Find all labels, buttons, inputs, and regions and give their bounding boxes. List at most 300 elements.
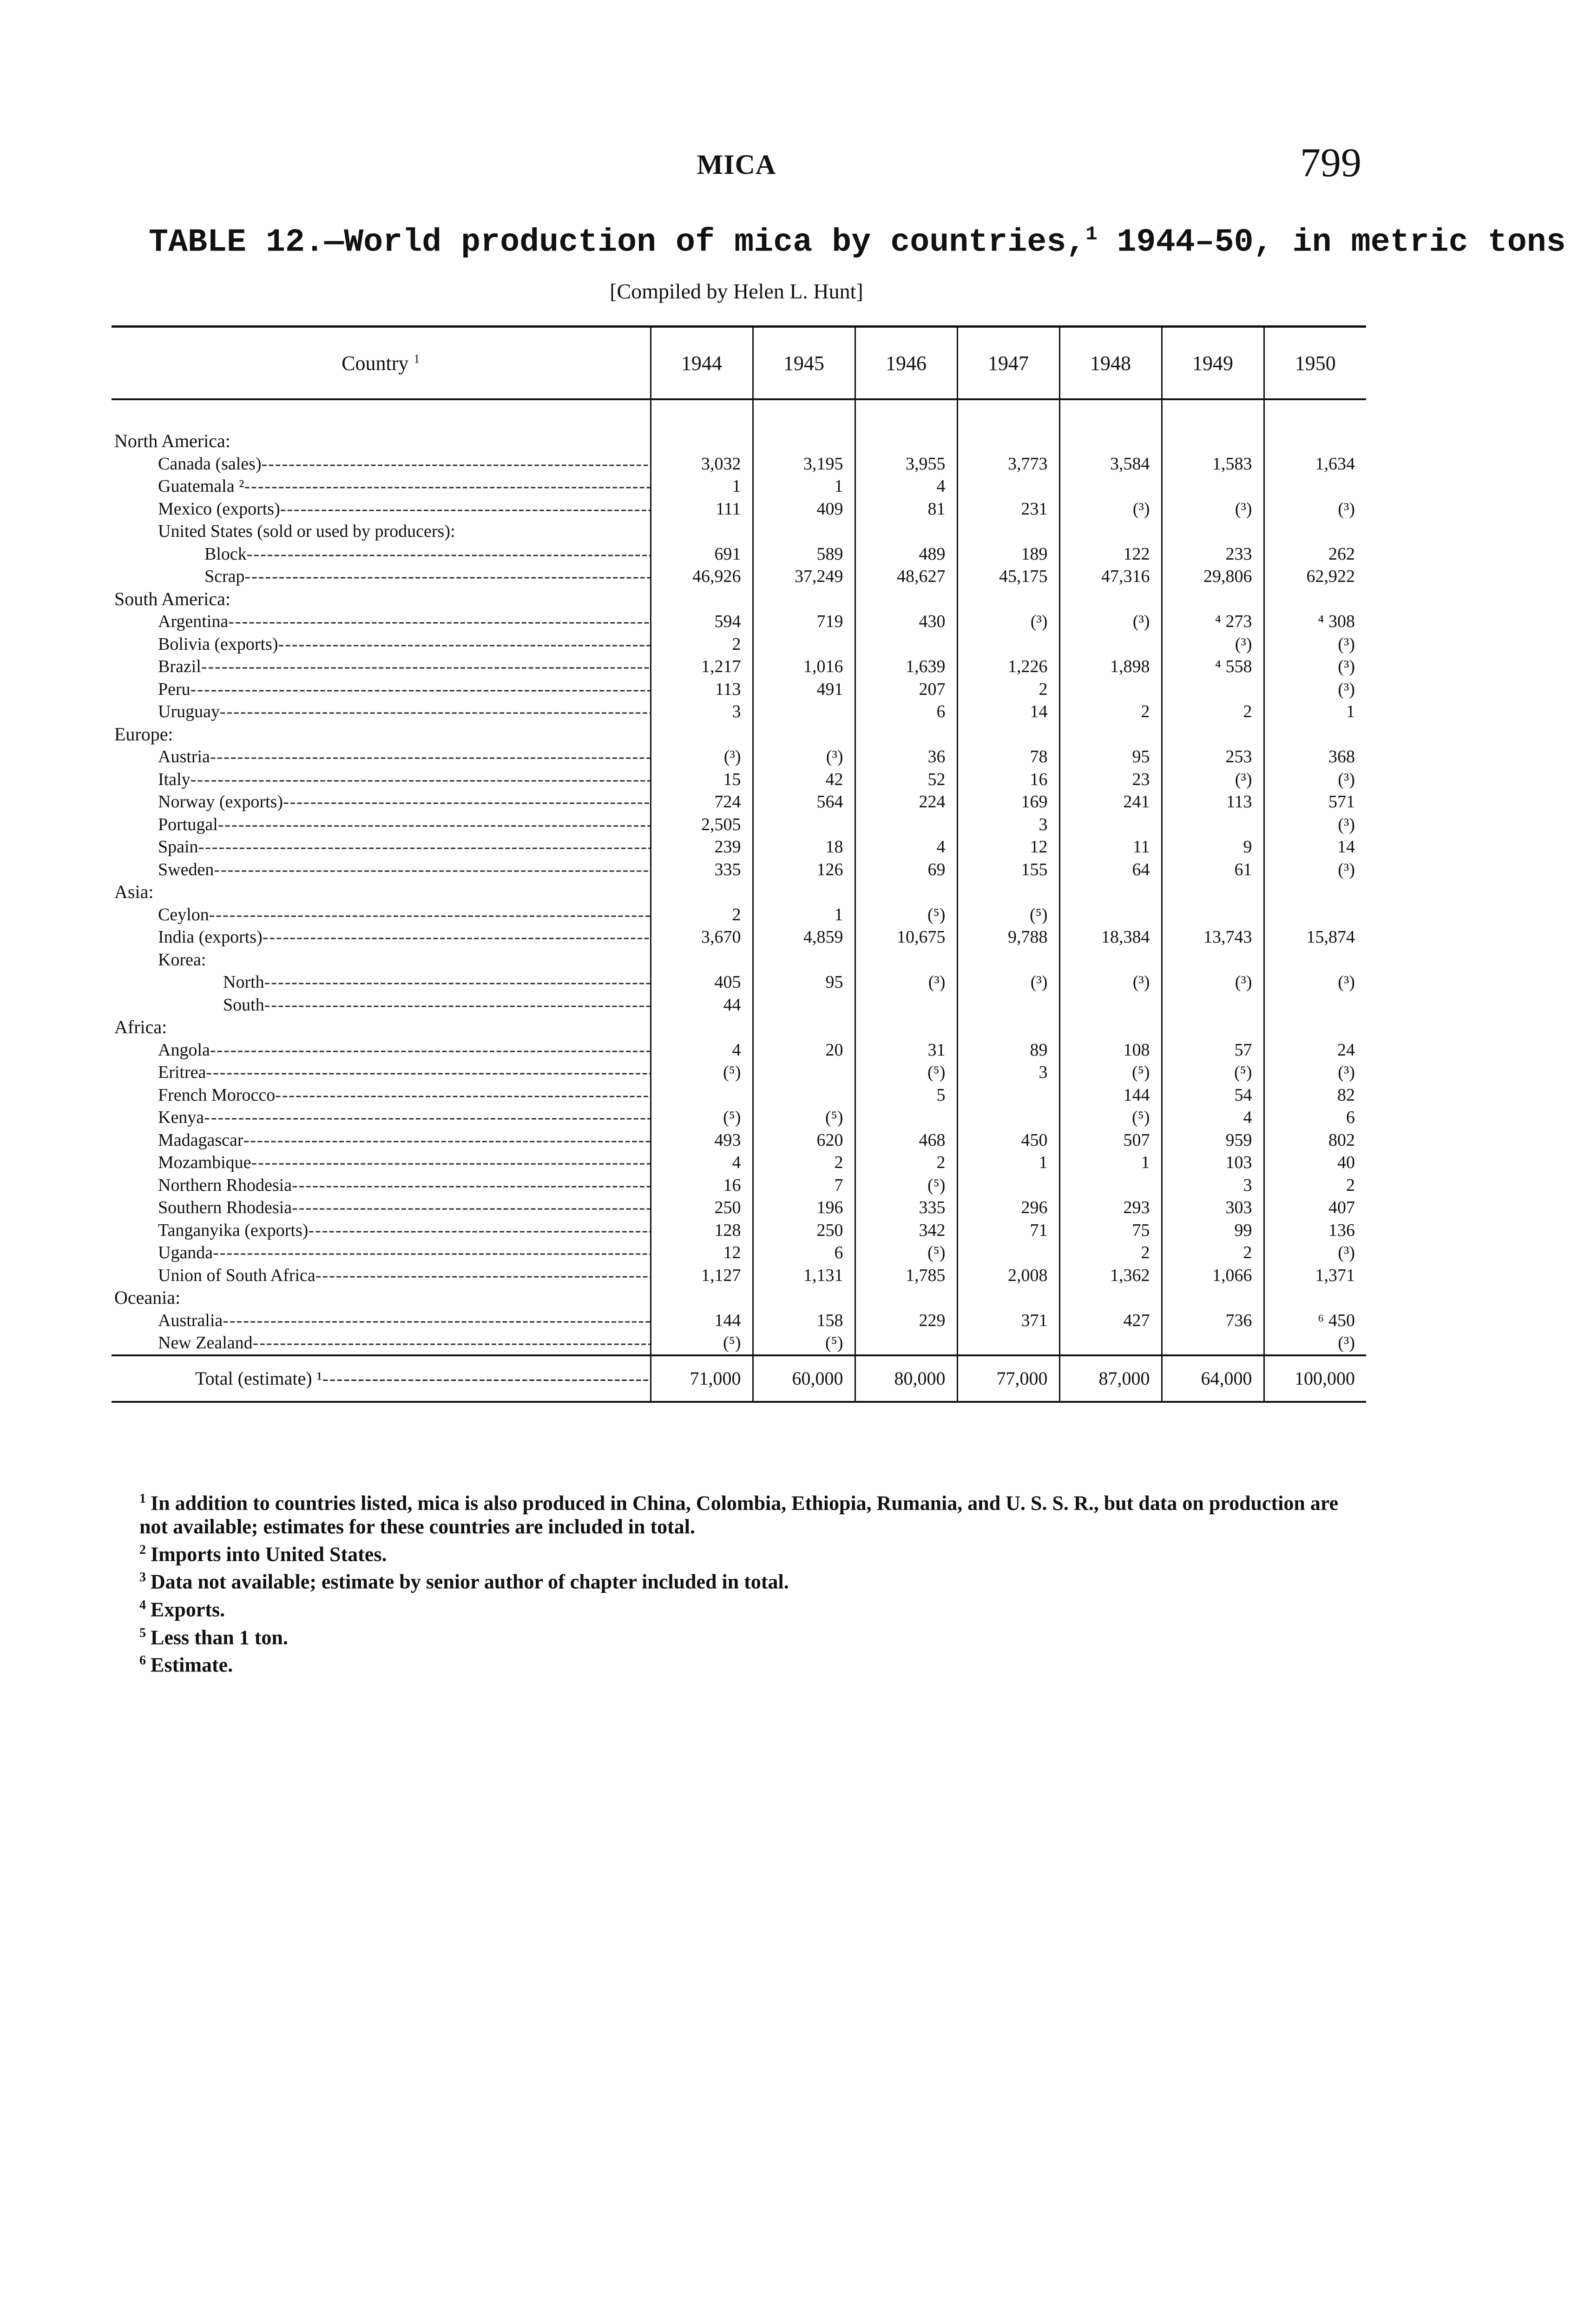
footnote xyxy=(112,1594,1366,1622)
value-cell: 2 xyxy=(957,678,1059,701)
footnote xyxy=(112,1566,1366,1594)
value-cell: 296 xyxy=(957,1196,1059,1219)
value-cell: 1 xyxy=(753,904,855,926)
value-cell: 2 xyxy=(651,633,753,656)
country-label: Mozambique xyxy=(158,1153,251,1173)
table-row xyxy=(112,1129,1366,1152)
footnote-text: Estimate. xyxy=(151,1653,233,1677)
table-title-footnote: 1 xyxy=(1085,223,1098,245)
value-cell: (³) xyxy=(1264,1061,1366,1084)
value-cell: (⁵) xyxy=(1059,1061,1162,1084)
value-cell: 128 xyxy=(651,1219,753,1242)
total-value-cell: 77,000 xyxy=(957,1355,1059,1402)
table-title-suffix: 1944–50, in metric tons xyxy=(1097,224,1566,261)
value-cell: 1,898 xyxy=(1059,655,1162,678)
country-label: Block xyxy=(204,544,247,564)
value-cell xyxy=(1059,475,1162,498)
region-row xyxy=(112,723,1366,746)
value-cell xyxy=(957,1241,1059,1264)
table-row xyxy=(112,475,1366,498)
value-cell xyxy=(1264,1287,1366,1309)
value-cell: 564 xyxy=(753,791,855,813)
leader-dots xyxy=(308,1221,651,1240)
value-cell: 31 xyxy=(855,1039,957,1062)
leader-dots xyxy=(204,1108,651,1127)
leader-dots xyxy=(292,1198,651,1217)
country-label: Argentina xyxy=(158,612,229,632)
value-cell xyxy=(753,723,855,746)
value-cell: 1 xyxy=(651,475,753,498)
country-label: Europe: xyxy=(114,723,173,745)
country-label: Africa: xyxy=(114,1017,167,1038)
country-cell xyxy=(112,994,651,1017)
value-cell xyxy=(651,949,753,971)
leader-dots xyxy=(218,815,651,834)
leader-dots xyxy=(243,1130,651,1150)
country-cell xyxy=(112,746,651,768)
value-cell: 1 xyxy=(1264,700,1366,723)
header-year: 1947 xyxy=(957,327,1059,400)
value-cell: 122 xyxy=(1059,543,1162,566)
value-cell: 24 xyxy=(1264,1039,1366,1062)
value-cell: (³) xyxy=(1059,610,1162,633)
table-row xyxy=(112,1219,1366,1242)
value-cell xyxy=(753,1016,855,1039)
country-label: Angola xyxy=(158,1040,210,1060)
footnote xyxy=(112,1487,1366,1538)
value-cell: 89 xyxy=(957,1039,1059,1062)
page-number: 799 xyxy=(1300,140,1361,185)
value-cell: 2 xyxy=(1059,1241,1162,1264)
value-cell: 103 xyxy=(1162,1151,1264,1174)
value-cell: ⁴ 308 xyxy=(1264,610,1366,633)
leader-dots xyxy=(262,454,651,474)
country-cell xyxy=(112,565,651,588)
value-cell: (⁵) xyxy=(855,1241,957,1264)
footnote-mark: 1 xyxy=(139,1492,146,1506)
value-cell: 493 xyxy=(651,1129,753,1152)
country-cell xyxy=(112,700,651,723)
value-cell: 9,788 xyxy=(957,926,1059,949)
value-cell: 16 xyxy=(651,1174,753,1197)
value-cell: 4 xyxy=(651,1151,753,1174)
value-cell: 1 xyxy=(957,1151,1059,1174)
country-label: Asia: xyxy=(114,881,154,903)
footnotes xyxy=(112,1487,1366,1677)
table-title xyxy=(149,223,1566,261)
country-cell xyxy=(112,1309,651,1332)
value-cell: 802 xyxy=(1264,1129,1366,1152)
value-cell: 1,226 xyxy=(957,655,1059,678)
value-cell: 36 xyxy=(855,746,957,768)
value-cell xyxy=(651,588,753,611)
leader-dots xyxy=(292,1175,651,1195)
country-label: Australia xyxy=(158,1310,223,1330)
value-cell: 95 xyxy=(753,971,855,994)
country-cell xyxy=(112,1196,651,1219)
table-row xyxy=(112,1174,1366,1197)
value-cell: (³) xyxy=(1059,498,1162,521)
value-cell: 9 xyxy=(1162,836,1264,858)
leader-dots xyxy=(247,544,651,564)
country-label: India (exports) xyxy=(158,927,263,947)
value-cell: 5 xyxy=(855,1084,957,1107)
value-cell: 7 xyxy=(753,1174,855,1197)
country-label: Uganda xyxy=(158,1243,213,1263)
country-cell xyxy=(112,791,651,813)
value-cell: 6 xyxy=(1264,1106,1366,1129)
country-cell xyxy=(112,655,651,678)
country-cell xyxy=(112,633,651,656)
value-cell: 3,670 xyxy=(651,926,753,949)
running-title: MICA xyxy=(697,149,776,180)
value-cell: 82 xyxy=(1264,1084,1366,1107)
value-cell xyxy=(957,588,1059,611)
value-cell xyxy=(855,430,957,453)
total-value-cell: 100,000 xyxy=(1264,1355,1366,1402)
value-cell: 1,016 xyxy=(753,655,855,678)
value-cell: 2 xyxy=(1264,1174,1366,1197)
leader-dots xyxy=(264,995,651,1015)
value-cell: (⁵) xyxy=(753,1106,855,1129)
value-cell: 207 xyxy=(855,678,957,701)
value-cell: 3,955 xyxy=(855,453,957,475)
footnote-text: In addition to countries listed, mica is also produced in China, Colombia, Ethiopia, Rumania, and U. S. S. R., but data on production are not available; estimates for these countries are included in total. xyxy=(139,1492,1339,1538)
value-cell: (³) xyxy=(753,746,855,768)
table-row xyxy=(112,1264,1366,1287)
value-cell xyxy=(1264,588,1366,611)
total-value-cell: 80,000 xyxy=(855,1355,957,1402)
value-cell xyxy=(957,1016,1059,1039)
value-cell xyxy=(855,1332,957,1355)
value-cell: 15,874 xyxy=(1264,926,1366,949)
table-row xyxy=(112,565,1366,588)
country-label: Austria xyxy=(158,747,210,767)
value-cell xyxy=(957,1332,1059,1355)
value-cell xyxy=(1264,430,1366,453)
value-cell xyxy=(1264,949,1366,971)
value-cell: 14 xyxy=(957,700,1059,723)
value-cell: 1,371 xyxy=(1264,1264,1366,1287)
value-cell xyxy=(1059,1174,1162,1197)
leader-dots xyxy=(209,905,651,924)
footnote-mark: 5 xyxy=(139,1625,146,1640)
table-row xyxy=(112,994,1366,1017)
compiled-by: [Compiled by Helen L. Hunt] xyxy=(610,279,863,303)
value-cell: 293 xyxy=(1059,1196,1162,1219)
country-cell xyxy=(112,949,651,971)
total-label-text: Total (estimate) ¹ xyxy=(195,1367,322,1389)
leader-dots xyxy=(280,499,651,519)
country-label: Canada (sales) xyxy=(158,454,262,474)
value-cell xyxy=(753,700,855,723)
value-cell: 1,639 xyxy=(855,655,957,678)
table-row xyxy=(112,1309,1366,1332)
value-cell: 47,316 xyxy=(1059,565,1162,588)
leader-dots xyxy=(322,1368,651,1389)
value-cell: 48,627 xyxy=(855,565,957,588)
country-label: Union of South Africa xyxy=(158,1265,316,1285)
country-cell xyxy=(112,1016,651,1039)
table-row xyxy=(112,1061,1366,1084)
footnote-mark: 6 xyxy=(139,1653,146,1668)
value-cell: 40 xyxy=(1264,1151,1366,1174)
country-label: Madagascar xyxy=(158,1130,243,1150)
value-cell: 4 xyxy=(855,475,957,498)
value-cell: 18,384 xyxy=(1059,926,1162,949)
value-cell xyxy=(1264,904,1366,926)
value-cell xyxy=(855,881,957,904)
leader-dots xyxy=(244,476,651,496)
value-cell: 20 xyxy=(753,1039,855,1062)
value-cell: (³) xyxy=(1264,1332,1366,1355)
value-cell: 368 xyxy=(1264,746,1366,768)
country-cell xyxy=(112,1106,651,1129)
leader-dots xyxy=(245,567,651,586)
table-row xyxy=(112,520,1366,543)
leader-dots xyxy=(214,860,651,879)
value-cell: 253 xyxy=(1162,746,1264,768)
value-cell: 42 xyxy=(753,768,855,791)
value-cell xyxy=(1162,678,1264,701)
value-cell xyxy=(1264,475,1366,498)
value-cell: 155 xyxy=(957,858,1059,881)
footnote xyxy=(112,1649,1366,1677)
table-row xyxy=(112,926,1366,949)
value-cell xyxy=(1059,994,1162,1017)
value-cell xyxy=(1059,1332,1162,1355)
country-cell xyxy=(112,1264,651,1287)
value-cell: 69 xyxy=(855,858,957,881)
value-cell: 407 xyxy=(1264,1196,1366,1219)
footnote-text: Exports. xyxy=(151,1598,225,1621)
value-cell xyxy=(1162,430,1264,453)
region-row xyxy=(112,430,1366,453)
value-cell: (³) xyxy=(957,971,1059,994)
value-cell xyxy=(753,1287,855,1309)
value-cell: (⁵) xyxy=(651,1061,753,1084)
value-cell xyxy=(1162,588,1264,611)
value-cell: 6 xyxy=(753,1241,855,1264)
value-cell: (³) xyxy=(651,746,753,768)
value-cell: 4 xyxy=(1162,1106,1264,1129)
leader-dots xyxy=(228,612,651,631)
country-cell xyxy=(112,453,651,475)
footnote xyxy=(112,1538,1366,1566)
country-label: New Zealand xyxy=(158,1333,253,1353)
value-cell: 262 xyxy=(1264,543,1366,566)
country-label: Mexico (exports) xyxy=(158,499,280,519)
value-cell: 1 xyxy=(753,475,855,498)
value-cell: 14 xyxy=(1264,836,1366,858)
value-cell: 3,773 xyxy=(957,453,1059,475)
footnote-mark: 2 xyxy=(139,1542,146,1557)
value-cell xyxy=(855,520,957,543)
value-cell xyxy=(957,633,1059,656)
value-cell: (³) xyxy=(1264,1241,1366,1264)
value-cell xyxy=(1059,881,1162,904)
country-cell xyxy=(112,926,651,949)
leader-dots xyxy=(223,1311,651,1330)
value-cell: (³) xyxy=(855,971,957,994)
value-cell: 12 xyxy=(957,836,1059,858)
value-cell: 3 xyxy=(651,700,753,723)
value-cell: 95 xyxy=(1059,746,1162,768)
table-row xyxy=(112,949,1366,971)
total-value-cell: 87,000 xyxy=(1059,1355,1162,1402)
value-cell: 4 xyxy=(855,836,957,858)
country-label: Sweden xyxy=(158,859,214,879)
value-cell: 44 xyxy=(651,994,753,1017)
value-cell xyxy=(1162,475,1264,498)
country-label: South America: xyxy=(114,588,230,609)
value-cell: (³) xyxy=(1264,633,1366,656)
value-cell xyxy=(651,1084,753,1107)
value-cell xyxy=(957,881,1059,904)
value-cell xyxy=(855,1287,957,1309)
value-cell xyxy=(1059,520,1162,543)
value-cell: 724 xyxy=(651,791,753,813)
value-cell xyxy=(957,475,1059,498)
leader-dots xyxy=(220,702,651,721)
value-cell: (⁵) xyxy=(651,1332,753,1355)
value-cell: (³) xyxy=(1059,971,1162,994)
country-label: Brazil xyxy=(158,657,201,677)
value-cell: 241 xyxy=(1059,791,1162,813)
table-row xyxy=(112,904,1366,926)
country-cell xyxy=(112,610,651,633)
footnote xyxy=(112,1622,1366,1650)
value-cell xyxy=(1162,904,1264,926)
value-cell xyxy=(855,813,957,836)
table-title-text: TABLE 12.—World production of mica by countries, xyxy=(149,224,1086,261)
value-cell: (³) xyxy=(1264,655,1366,678)
total-value-cell: 71,000 xyxy=(651,1355,753,1402)
value-cell: 691 xyxy=(651,543,753,566)
value-cell: 6 xyxy=(855,700,957,723)
country-label: Peru xyxy=(158,679,191,699)
value-cell xyxy=(957,1287,1059,1309)
country-cell xyxy=(112,904,651,926)
table-row xyxy=(112,678,1366,701)
country-label: Oceania: xyxy=(114,1287,181,1308)
value-cell: 371 xyxy=(957,1309,1059,1332)
leader-dots xyxy=(253,1333,651,1353)
value-cell: 1,362 xyxy=(1059,1264,1162,1287)
value-cell xyxy=(651,881,753,904)
value-cell xyxy=(1264,994,1366,1017)
value-cell: 1,634 xyxy=(1264,453,1366,475)
total-value-cell: 64,000 xyxy=(1162,1355,1264,1402)
value-cell: 571 xyxy=(1264,791,1366,813)
value-cell xyxy=(1162,1287,1264,1309)
value-cell xyxy=(957,520,1059,543)
value-cell xyxy=(1059,678,1162,701)
header-year: 1945 xyxy=(753,327,855,400)
value-cell xyxy=(957,430,1059,453)
value-cell: 405 xyxy=(651,971,753,994)
value-cell: 64 xyxy=(1059,858,1162,881)
value-cell: (⁵) xyxy=(855,1061,957,1084)
value-cell: 2 xyxy=(1059,700,1162,723)
country-cell xyxy=(112,520,651,543)
value-cell: 3,584 xyxy=(1059,453,1162,475)
region-row xyxy=(112,1016,1366,1039)
production-table-wrap xyxy=(112,325,1366,1403)
value-cell xyxy=(651,1016,753,1039)
value-cell: (⁵) xyxy=(753,1332,855,1355)
table-row xyxy=(112,543,1366,566)
value-cell: 78 xyxy=(957,746,1059,768)
value-cell: 959 xyxy=(1162,1129,1264,1152)
value-cell: 126 xyxy=(753,858,855,881)
value-cell: 23 xyxy=(1059,768,1162,791)
country-label: Ceylon xyxy=(158,905,209,924)
value-cell xyxy=(1059,723,1162,746)
leader-dots xyxy=(251,1153,651,1172)
value-cell xyxy=(1264,723,1366,746)
value-cell xyxy=(753,949,855,971)
value-cell: 2 xyxy=(1162,1241,1264,1264)
leader-dots xyxy=(283,792,651,812)
table-head xyxy=(112,327,1366,400)
value-cell: 10,675 xyxy=(855,926,957,949)
value-cell xyxy=(1162,949,1264,971)
value-cell xyxy=(651,430,753,453)
value-cell: 427 xyxy=(1059,1309,1162,1332)
value-cell xyxy=(1162,994,1264,1017)
value-cell xyxy=(651,723,753,746)
table-row xyxy=(112,836,1366,858)
value-cell xyxy=(855,1016,957,1039)
value-cell: 54 xyxy=(1162,1084,1264,1107)
value-cell xyxy=(855,723,957,746)
value-cell: (⁵) xyxy=(957,904,1059,926)
value-cell: 1,217 xyxy=(651,655,753,678)
leader-dots xyxy=(210,747,651,766)
country-cell xyxy=(112,1151,651,1174)
table-row xyxy=(112,746,1366,768)
country-cell xyxy=(112,1219,651,1242)
country-cell xyxy=(112,1287,651,1309)
country-cell xyxy=(112,498,651,521)
leader-dots xyxy=(275,1085,651,1105)
value-cell: 3,195 xyxy=(753,453,855,475)
value-cell xyxy=(1264,881,1366,904)
table-row xyxy=(112,858,1366,881)
country-cell xyxy=(112,588,651,611)
value-cell: 169 xyxy=(957,791,1059,813)
value-cell: (³) xyxy=(1162,633,1264,656)
value-cell xyxy=(1162,1016,1264,1039)
value-cell: 507 xyxy=(1059,1129,1162,1152)
value-cell: 450 xyxy=(957,1129,1059,1152)
header-year: 1948 xyxy=(1059,327,1162,400)
value-cell: 29,806 xyxy=(1162,565,1264,588)
footnote-text: Imports into United States. xyxy=(151,1543,387,1566)
country-cell xyxy=(112,1332,651,1355)
table-row xyxy=(112,655,1366,678)
country-label: Eritrea xyxy=(158,1063,206,1083)
value-cell: 196 xyxy=(753,1196,855,1219)
country-cell xyxy=(112,678,651,701)
value-cell: 144 xyxy=(1059,1084,1162,1107)
value-cell xyxy=(1264,1016,1366,1039)
value-cell: (³) xyxy=(1264,768,1366,791)
header-year: 1944 xyxy=(651,327,753,400)
value-cell: (⁵) xyxy=(855,904,957,926)
leader-dots xyxy=(191,680,651,699)
